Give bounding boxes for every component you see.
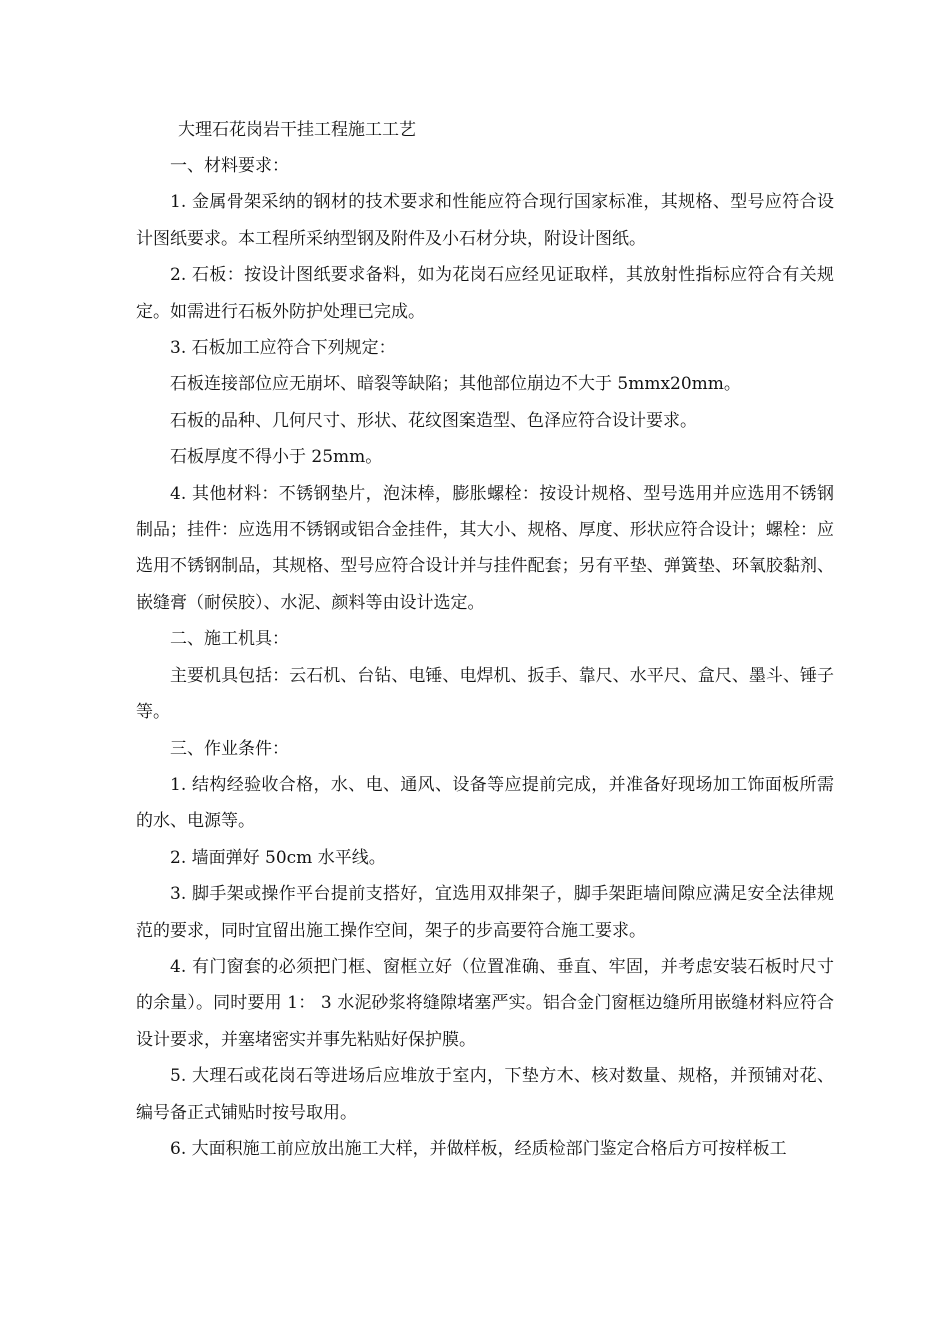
section-heading-tools: 二、施工机具：: [170, 629, 289, 650]
paragraph: 4. 有门窗套的必须把门框、窗框立好（位置准确、垂直、牢固，并考虑安装石板时尺寸的余量）。同时要用 1： 3 水泥砂浆将缝隙堵塞严实。铝合金门窗框边缝所用嵌缝材料应符合设计要求，并塞堵密实并事先粘贴好保护膜。: [136, 956, 834, 1050]
paragraph: 石板厚度不得小于 25mm。: [170, 447, 383, 468]
paragraph: 2. 墙面弹好 50cm 水平线。: [170, 847, 386, 868]
paragraph: 石板的品种、几何尺寸、形状、花纹图案造型、色泽应符合设计要求。: [170, 410, 697, 431]
paragraph: 1. 结构经验收合格，水、电、通风、设备等应提前完成，并准备好现场加工饰面板所需的水、电源等。: [136, 774, 834, 832]
paragraph: 3. 石板加工应符合下列规定：: [170, 338, 396, 359]
paragraph: 1. 金属骨架采纳的钢材的技术要求和性能应符合现行国家标准，其规格、型号应符合设计图纸要求。本工程所采纳型钢及附件及小石材分块，附设计图纸。: [136, 192, 834, 249]
paragraph: 3. 脚手架或操作平台提前支搭好，宜选用双排架子，脚手架距墙间隙应满足安全法律规范的要求，同时宜留出施工操作空间，架子的步高要符合施工要求。: [136, 884, 834, 941]
document-body: [136, 112, 834, 1167]
paragraph: 主要机具包括：云石机、台钻、电锤、电焊机、扳手、靠尺、水平尺、盒尺、墨斗、锤子等。: [136, 665, 834, 723]
section-heading-materials: 一、材料要求：: [170, 156, 289, 176]
paragraph: 4. 其他材料：不锈钢垫片，泡沫棒，膨胀螺栓：按设计规格、型号选用并应选用不锈钢制品；挂件：应选用不锈钢或铝合金挂件，其大小、规格、厚度、形状应符合设计；螺栓：应选用不锈钢制品，其规格、型号应符合设计并与挂件配套；另有平垫、弹簧垫、环氧胶黏剂、嵌缝膏（耐侯胶）、水泥、颜料等由设计选定。: [136, 483, 834, 613]
paragraph: 6. 大面积施工前应放出施工大样，并做样板，经质检部门鉴定合格后方可按样板工: [170, 1138, 787, 1159]
document-title: 大理石花岗岩干挂工程施工工艺: [178, 120, 416, 140]
section-heading-conditions: 三、作业条件：: [170, 738, 289, 759]
paragraph: 2. 石板：按设计图纸要求备料，如为花岗石应经见证取样，其放射性指标应符合有关规定。如需进行石板外防护处理已完成。: [136, 265, 834, 322]
paragraph: 5. 大理石或花岗石等进场后应堆放于室内，下垫方木、核对数量、规格，并预铺对花、编号备正式铺贴时按号取用。: [136, 1066, 834, 1123]
paragraph: 石板连接部位应无崩坏、暗裂等缺陷；其他部位崩边不大于 5mmx20mm。: [170, 374, 741, 395]
